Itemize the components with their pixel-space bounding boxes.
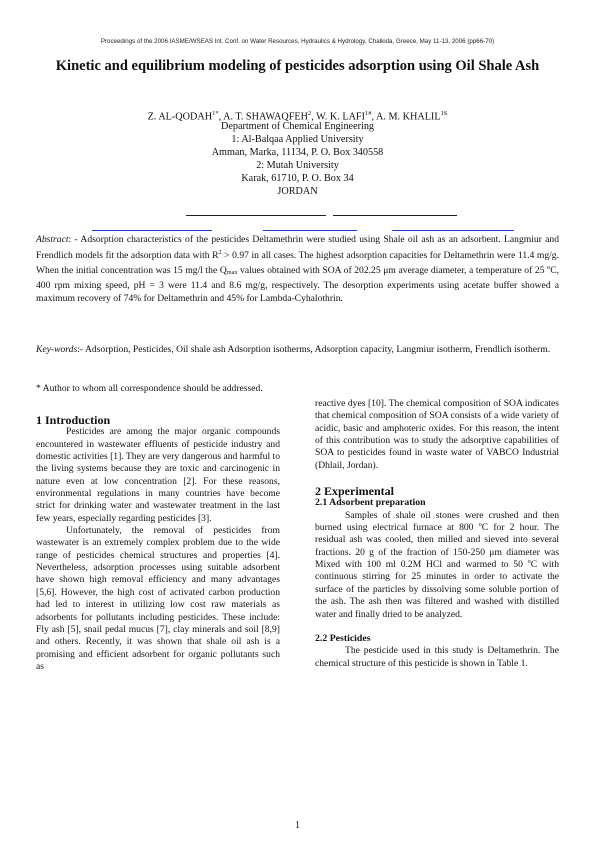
keywords-label: Key-words: [36, 344, 78, 355]
affiliation-university-1: 1: Al-Balqaa Applied University: [231, 134, 364, 145]
email-link-rule[interactable]: [263, 230, 357, 231]
right-column: [315, 398, 559, 670]
keywords-text: :- Adsorption, Pesticides, Oil shale ash Adsorption isotherms, Adsorption capacity, Langmiur isotherm, Frendlich isotherm.: [77, 344, 551, 355]
paragraph: The pesticide used in this study is Deltamethrin. The chemical structure of this pesticide is shown in Table 1.: [315, 645, 559, 669]
affiliation-country: JORDAN: [277, 186, 318, 197]
author-name: Z. AL-QODAH: [147, 111, 213, 123]
text-run: C with continuous stirring for 25 minutes in order to activate the surface of the particles by dissolving some soluble portion of the ash. The ash then was filtered and washed with distilled water and finally dried to be analyzed.: [315, 559, 559, 620]
author-name: A. M. KHALIL: [376, 111, 441, 123]
author-name: A. T. SHAWAQFEH: [223, 111, 308, 123]
abstract-sub: max: [226, 269, 238, 277]
abstract-text: values obtained with SOA of 202.25 μm average diameter, a temperature of 25: [237, 265, 548, 277]
paragraph: Unfortunately, the removal of pesticides from wastewater is an extremely complex problem due to the wide range of pesticides chemical structures and properties [4]. Nevertheless, adsorption processes using suitable adsorbent have shown high removal efficiency and many advantages [5,6]. However, the high cost of activated carbon production had led to interest in utilizing low cost raw materials as adsorbents for pollutants including pesticides. These include: Fly ash [5], snail pedal mucus [7], clay minerals and soil [8,9] and others. Recently, it was shown that shale oil ash is a promising and efficient adsorbent for organic pollutants such as: [36, 525, 280, 672]
author-name: W. K. LAFI: [316, 111, 365, 123]
section-heading: 1 Introduction: [36, 413, 111, 427]
running-header: Proceedings of the 2006 IASME/WSEAS Int. Conf. on Water Resources, Hydraulics & Hydrology, Chalkida, Greece, May 11-13, 2006 (pp66-70): [100, 38, 495, 45]
keywords: [36, 344, 559, 357]
affiliation-address-1: Amman, Marka, 11134, P. O. Box 340558: [211, 147, 384, 158]
affiliation-address-2: Karak, 61710, P. O. Box 34: [241, 173, 354, 184]
author-mark: 1#: [365, 110, 372, 117]
email-rule: [186, 215, 326, 216]
subsection-heading: 2.1 Adsorbent preparation: [315, 497, 426, 509]
paragraph: [315, 510, 559, 621]
paragraph: Pesticides are among the major organic compounds encountered in wastewater effluents of pesticide industry and domestic activities [1]. They are very dangerous and harmful to the living systems because they are toxic and carcinogenic in nature even at low concentration [2]. For these reasons, environmental regulations in many countries have become strict for drinking water and wastewater treatment in the last few years, especially regarding pesticides [3].: [36, 426, 280, 524]
abstract-sup: o: [547, 264, 551, 272]
affiliation-dept: Department of Chemical Engineering: [220, 121, 375, 132]
correspondence-note: * Author to whom all correspondence should be addressed.: [36, 383, 263, 394]
left-column: [36, 414, 280, 673]
abstract-text: : - Adsorption characteristics of the pesticides Deltamethrin were studied using Shale oil ash as an adsorbent. Langmiur and Frendlich models fit the adsorption data with R: [36, 234, 559, 261]
email-rule: [333, 215, 457, 216]
text-run: Samples of shale oil stones were crushed and then burned using electrical furnace at 800: [315, 509, 559, 534]
section-heading: 2 Experimental: [315, 484, 394, 499]
abstract-text: > 0.97 in all cases. The highest adsorption capacities for Deltamethrin were 11.4 mg/g. When the initial concentration was 15 mg/l the Q: [36, 249, 559, 277]
abstract: [36, 234, 559, 305]
text-run: C for 2 hour. The residual ash was cooled, then milled and sieved into several fractions. 20 g of the fraction of 150-250 μm diameter was Mixed with 100 ml 0.2M HCl and warmed to 50: [315, 522, 559, 571]
paragraph: reactive dyes [10]. The chemical composition of SOA indicates that chemical composition of SOA consists of a wide variety of acidic, basic and amphoteric oxides. For this reason, the intent of this contribution was to study the adsorptive capabilities of SOA to pesticides found in waste water of VABCO Industrial (Dhlail, Jordan).: [315, 398, 559, 471]
author-mark: 2: [307, 110, 312, 117]
abstract-label: Abstract: [36, 234, 69, 245]
affiliation-university-2: 2: Mutah University: [256, 160, 339, 171]
abstract-sup: 2: [218, 248, 222, 256]
page-number: 1: [295, 820, 300, 831]
author-mark: 1S: [440, 110, 448, 117]
subsection-heading: 2.2 Pesticides: [315, 632, 371, 644]
email-link-rule[interactable]: [392, 230, 514, 231]
email-link-rule[interactable]: [92, 230, 212, 231]
author-mark: 1*: [212, 110, 219, 117]
paper-title: Kinetic and equilibrium modeling of pesticides adsorption using Oil Shale Ash: [55, 58, 540, 74]
abstract-text: C, 400 rpm mixing speed, pH = 3 were 11.4 and 8.6 mg/g, respectively. The desorption experiments using acetate buffer showed a maximum recovery of 74% for Deltamethrin and 45% for Lambda-Cyhalothrin.: [36, 265, 559, 304]
degree-sup: o: [527, 557, 531, 565]
degree-sup: o: [478, 520, 482, 528]
author-line: Z. $AL-QODAH^{1*}$, A. T. SHAWAQFEH$^2$, W. K. $LAFI^{1\#}$, A. M. $KHALIL^{1S}$: [147, 110, 448, 123]
